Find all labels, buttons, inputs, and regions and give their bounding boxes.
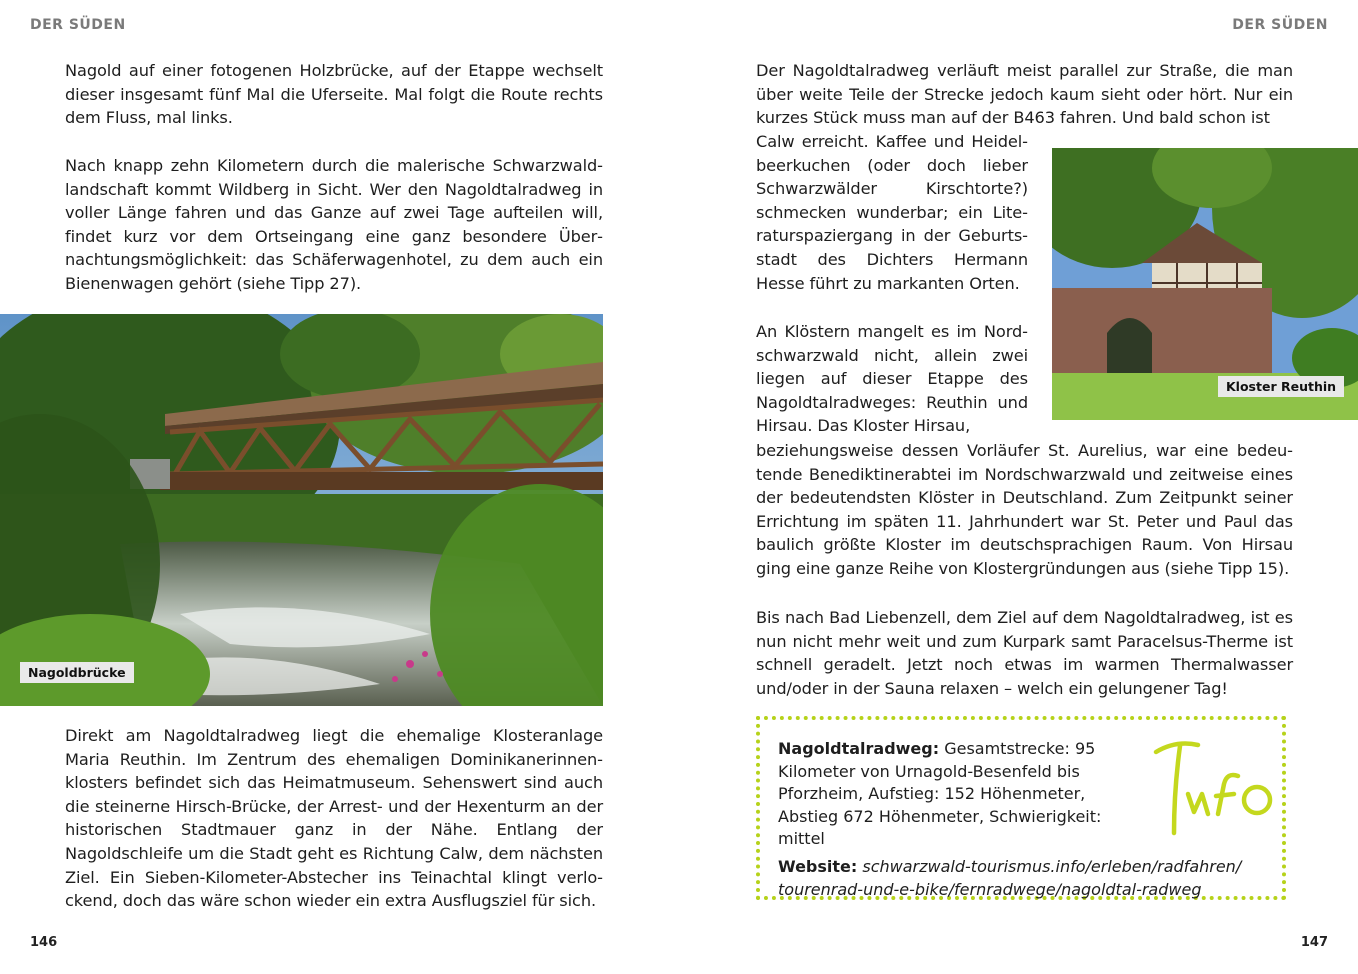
left-paragraph-3: Direkt am Nagoldtalradweg liegt die ehemalige Klosteranlage Maria Reuthin. Im Zentrum des ehemaligen Dominikanerinnenklosters befindet sich das Heimatmuseum. Sehenswert sind auch die steinerne Hirsch-Brücke, der Arrest- und der Hexenturm an der historischen Stadtmauer ganz in der Nähe. Entlang der Nagoldschleife um die Stadt geht es Richtung Calw, dem nächsten Ziel. Ein Sieben-Kilometer-Abstecher ins Teinachtal klingt verlockend, doch das wäre schon wieder ein extra Ausflugsziel für sich. xyxy=(65,726,603,911)
right-paragraph-3: Bis nach Bad Liebenzell, dem Ziel auf dem Nagoldtalradweg, ist es nun nicht mehr weit und zum Kurpark samt Paracelsus-Therme ist schnell geradelt. Jetzt noch etwas im warmen Thermalwasser und/oder in der Sauna relaxen – welch ein gelungener Tag! xyxy=(756,608,1293,698)
info-website xyxy=(778,856,1278,901)
info-route-text: Gesamtstrecke: 95 Kilometer von Urnagold-Besenfeld bis Pforzheim, Aufstieg: 152 Höhenmeter, Abstieg 672 Höhenmeter, Schwierigkeit: mittel xyxy=(778,739,1102,849)
right-paragraph-2-side: An Klöstern mangelt es im Nordschwarzwald nicht, allein zwei liegen auf dieser Etappe des Nagoldtalradweges: Reuthin und Hirsau. Das Kloster Hirsau, xyxy=(756,322,1028,436)
running-head-right: DER SÜDEN xyxy=(1232,17,1328,33)
kloster-reuthin-caption: Kloster Reuthin xyxy=(1218,376,1344,397)
info-website-label: Website: xyxy=(778,857,858,876)
nagold-bridge-caption: Nagoldbrücke xyxy=(20,662,134,683)
info-box xyxy=(756,716,1286,900)
right-paragraph-2-full: beziehungsweise dessen Vorläufer St. Aurelius, war eine bedeutende Benediktinerabtei im Nordschwarzwald und zeitweise eines der bedeutendsten Klöster in Deutschland. Zum Zeitpunkt seiner Errichtung im späten 11. Jahrhundert war St. Peter und Paul das baulich größte Kloster im deutschsprachigen Raum. Von Hirsau ging eine ganze Reihe von Klostergründungen aus (siehe Tipp 15). xyxy=(756,441,1293,578)
right-paragraph-1-side: Calw erreicht. Kaffee und Heidelbeerkuchen (oder doch lieber Schwarzwälder Kirschtorte?) schmecken wunderbar; ein Literaturspaziergang in der Geburtsstadt des Dichters Hermann Hesse führt zu markanten Orten. xyxy=(756,132,1028,293)
info-website-link[interactable]: schwarzwald-tourismus.info/erleben/radfahren/ tourenrad-und-e-bike/fernradwege/nagoldtal-radweg xyxy=(778,857,1242,899)
running-head-left: DER SÜDEN xyxy=(30,17,126,33)
left-paragraph-1: Nagold auf einer fotogenen Holzbrücke, auf der Etappe wechselt dieser insgesamt fünf Mal die Uferseite. Mal folgt die Route rechts dem Fluss, mal links. xyxy=(65,61,603,128)
right-paragraph-1-top: Der Nagoldtalradweg verläuft meist parallel zur Straße, die man über weite Teile der Strecke jedoch kaum sieht oder hört. Nur ein kurzes Stück muss man auf der B463 fahren. Und bald schon ist xyxy=(756,61,1293,128)
page-number-right: 147 xyxy=(1300,935,1328,950)
info-logo xyxy=(1152,738,1282,838)
left-paragraph-2: Nach knapp zehn Kilometern durch die malerische Schwarzwaldlandschaft kommt Wildberg in Sicht. Wer den Nagoldtalradweg in voller Länge fahren und das Ganze auf zwei Tage aufteilen will, findet kurz vor dem Ortseingang eine ganz besondere Übernachtungsmöglichkeit: das Schäferwagenhotel, zu dem auch ein Bienenwagen gehört (siehe Tipp 27). xyxy=(65,156,603,293)
info-route-details xyxy=(778,738,1138,851)
nagold-bridge-photo xyxy=(0,314,603,706)
page-number-left: 146 xyxy=(30,935,58,950)
info-route-label: Nagoldtalradweg: xyxy=(778,739,940,758)
